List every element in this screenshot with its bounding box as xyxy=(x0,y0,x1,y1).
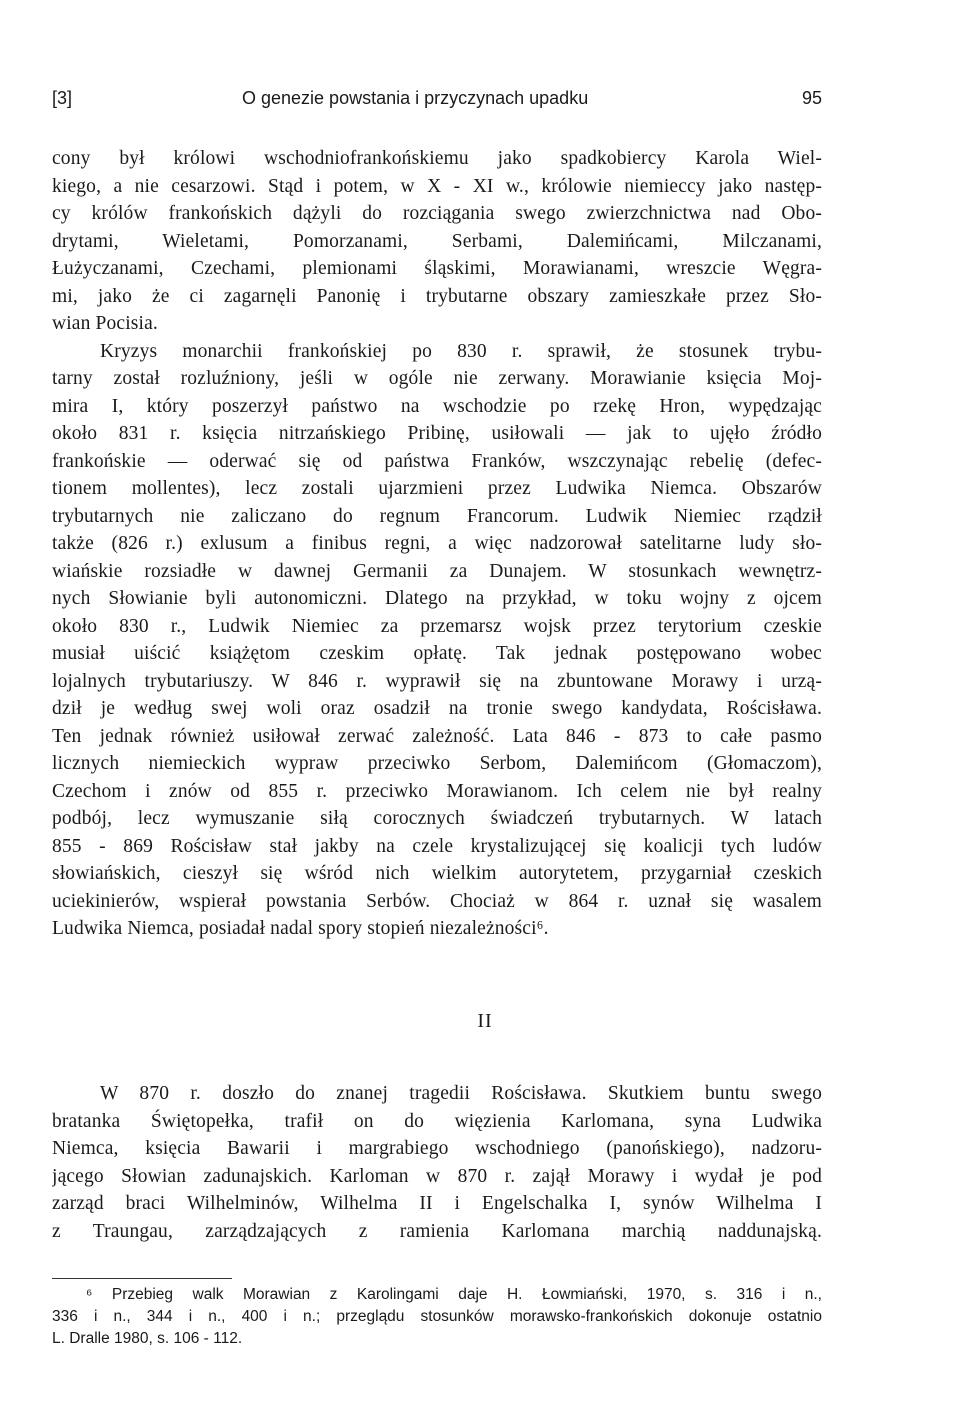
footnote-divider xyxy=(52,1278,232,1279)
text-line: Kryzys monarchii frankońskiej po 830 r. sprawił, że stosunek trybu- xyxy=(100,340,822,362)
text-line: około 831 r. księcia nitrzańskiego Pribinę, usiłowali — jak to ujęło źródło xyxy=(52,423,822,444)
text-line: 855 - 869 Rościsław stał jakby na czele krystalizującej się koalicji tych ludów xyxy=(52,835,822,857)
text-line: podbój, lecz wymuszanie siłą corocznych świadczeń trybutarnych. W latach xyxy=(52,808,822,829)
text-line: wiańskie rozsiadłe w dawnej Germanii za Dunajem. W stosunkach wewnętrz- xyxy=(52,560,822,582)
text-line: licznych niemieckich wypraw przeciwko Serbom, Dalemińcom (Głomaczom), xyxy=(52,753,822,774)
text-line: jącego Słowian zadunajskich. Karloman w 870 r. zajął Morawy i wydał je pod xyxy=(52,1165,822,1187)
section-heading: II xyxy=(477,1010,493,1032)
footnote-line: 336 i n., 344 i n., 400 i n.; przeglądu stosunków morawsko-frankońskich dokonuje ostatnio xyxy=(52,1308,822,1325)
page-number: 95 xyxy=(801,88,822,108)
text-line: z Traungau, zarządzających z ramienia Karlomana marchią naddunajską. xyxy=(52,1220,822,1242)
text-line: Łużyczanami, Czechami, plemionami śląskimi, Morawianami, wreszcie Węgra- xyxy=(52,258,822,279)
text-line: Czechom i znów od 855 r. przeciwko Morawianom. Ich celem nie był realny xyxy=(52,780,822,802)
text-line: około 830 r., Ludwik Niemiec za przemarsz wojsk przez terytorium czeskie xyxy=(52,615,822,637)
footnote-line: ⁶ Przebieg walk Morawian z Karolingami daje H. Łowmiański, 1970, s. 316 i n., xyxy=(86,1286,822,1303)
running-title: O genezie powstania i przyczynach upadku xyxy=(242,88,589,108)
text-line: W 870 r. doszło do znanej tragedii Rościsława. Skutkiem buntu swego xyxy=(100,1083,822,1104)
text-line: wian Pocisia. xyxy=(52,313,158,334)
running-header xyxy=(52,88,822,118)
text-line: tarny został rozluźniony, jeśli w ogóle nie zerwany. Morawianie księcia Moj- xyxy=(52,368,822,389)
text-line: kiego, a nie cesarzowi. Stąd i potem, w X - XI w., królowie niemieccy jako następ- xyxy=(52,175,822,197)
text-line: słowiańskich, cieszył się wśród nich wielkim autorytetem, przygarniał czeskich xyxy=(52,863,822,884)
text-line: bratanka Świętopełka, trafił on do więzienia Karlomana, syna Ludwika xyxy=(52,1110,822,1132)
section-number: [3] xyxy=(52,88,73,108)
text-line: drytami, Wieletami, Pomorzanami, Serbami, Dalemińcami, Milczanami, xyxy=(52,230,822,252)
text-line: lojalnych trybutariuszy. W 846 r. wyprawił się na zbuntowane Morawy i urzą- xyxy=(52,670,822,692)
section-text-block xyxy=(52,1080,822,1245)
text-line: zarząd braci Wilhelminów, Wilhelma II i Engelschalka I, synów Wilhelma I xyxy=(52,1193,822,1214)
text-line: dził je według swej woli oraz osadził na tronie swego kandydata, Rościsława. xyxy=(52,698,822,719)
text-line: nych Słowianie byli autonomiczni. Dlatego na przykład, w toku wojny z ojcem xyxy=(52,588,822,609)
text-line: także (826 r.) exlusum a finibus regni, a więc nadzorował satelitarne ludy sło- xyxy=(52,533,822,554)
text-line: trybutarnych nie zaliczano do regnum Francorum. Ludwik Niemiec rządził xyxy=(52,505,822,527)
text-line: Ten jednak również usiłował zerwać zależność. Lata 846 - 873 to całe pasmo xyxy=(52,725,822,747)
text-line: uciekinierów, wspierał powstania Serbów. Chociaż w 864 r. uznał się wasalem xyxy=(52,890,822,912)
text-line: cony był królowi wschodniofrankońskiemu jako spadkobiercy Karola Wiel- xyxy=(52,148,822,169)
text-line: frankońskie — oderwać się od państwa Franków, wszczynając rebelię (defec- xyxy=(52,450,822,472)
footnotes xyxy=(52,1284,822,1350)
main-text-block xyxy=(52,145,822,943)
text-line: Ludwika Niemca, posiadał nadal spory stopień niezależności⁶. xyxy=(52,918,549,939)
text-line: tionem mollentes), lecz zostali ujarzmieni przez Ludwika Niemca. Obszarów xyxy=(52,478,822,499)
text-line: mi, jako że ci zagarnęli Panonię i trybutarne obszary zamieszkałe przez Sło- xyxy=(52,285,822,307)
text-line: musiał uiścić książętom czeskim opłatę. Tak jednak postępowano wobec xyxy=(52,643,822,664)
footnote-line: L. Dralle 1980, s. 106 - 112. xyxy=(52,1330,243,1347)
text-line: Niemca, księcia Bawarii i margrabiego wschodniego (panońskiego), nadzoru- xyxy=(52,1138,822,1159)
text-line: cy królów frankońskich dążyli do rozciągania swego zwierzchnictwa nad Obo- xyxy=(52,203,822,224)
text-line: mira I, który poszerzył państwo na wschodzie po rzekę Hron, wypędzając xyxy=(52,395,822,417)
